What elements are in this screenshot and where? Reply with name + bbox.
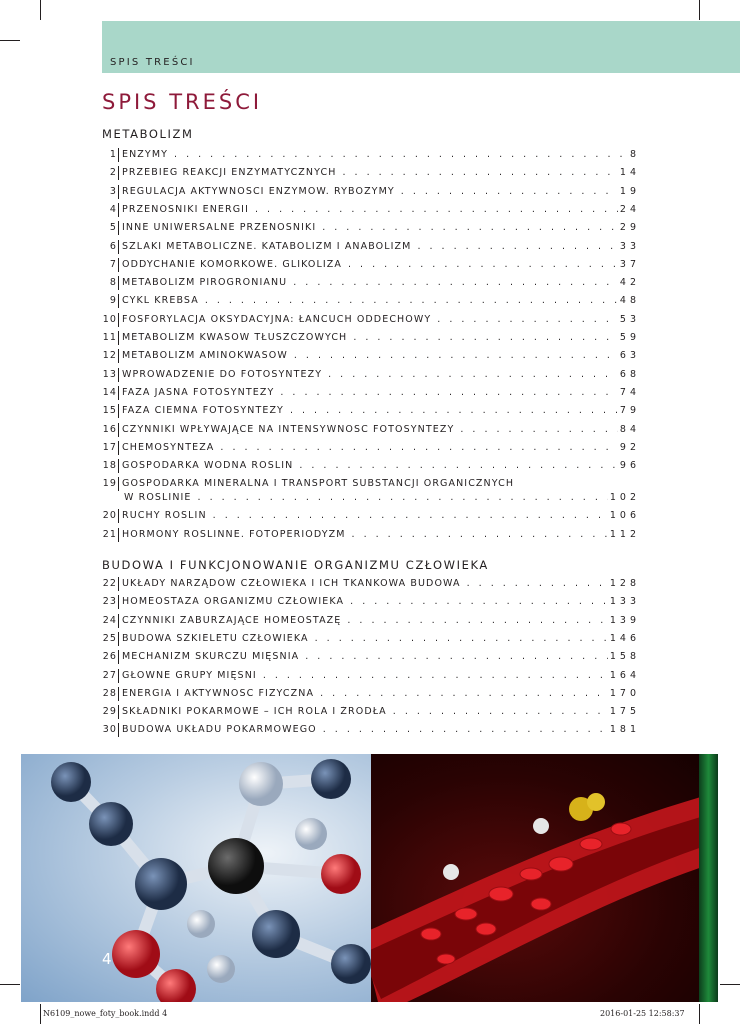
toc-entry-divider bbox=[118, 240, 119, 254]
toc-leader-dots bbox=[346, 529, 608, 541]
section-title-metabolizm: METABOLIZM bbox=[102, 127, 194, 141]
toc-entry-title: GŁÓWNE GRUPY MIĘŚNI bbox=[122, 669, 257, 681]
toc-entry-title: FAZA CIEMNA FOTOSYNTEZY bbox=[122, 405, 284, 417]
toc-leader-dots bbox=[284, 405, 618, 417]
toc-entry-divider bbox=[118, 386, 119, 400]
toc-entry-title: ENZYMY bbox=[122, 149, 169, 160]
toc-entry-divider bbox=[118, 166, 119, 180]
toc-entry-divider bbox=[118, 203, 119, 217]
crop-mark bbox=[720, 984, 740, 985]
toc-entry-page: 139 bbox=[609, 614, 640, 626]
crop-mark bbox=[40, 1004, 41, 1024]
toc-entry-divider bbox=[118, 294, 119, 308]
toc-entry-page: 8 bbox=[629, 149, 640, 160]
toc-entry-title: SKŁADNIKI POKARMOWE – ICH ROLA I ŹRÓDŁA bbox=[122, 706, 387, 718]
toc-entry-divider bbox=[118, 577, 119, 591]
toc-leader-dots bbox=[199, 295, 618, 307]
toc-entry-divider bbox=[118, 368, 119, 382]
toc-leader-dots bbox=[344, 596, 608, 608]
crop-mark bbox=[0, 984, 20, 985]
toc-entry-divider bbox=[118, 313, 119, 327]
toc-entry-number: 28 bbox=[102, 687, 117, 699]
toc-entry-divider bbox=[118, 221, 119, 235]
toc-entry-page: 42 bbox=[619, 277, 640, 289]
molecule-illustration bbox=[21, 754, 371, 1002]
toc-leader-dots bbox=[293, 460, 618, 472]
toc-leader-dots bbox=[347, 332, 618, 344]
toc-entry-divider bbox=[118, 632, 119, 646]
toc-entry-title: WPROWADZENIE DO FOTOSYNTEZY bbox=[122, 368, 323, 380]
toc-entry-title: METABOLIZM AMINOKWASÓW bbox=[122, 350, 288, 362]
running-header: SPIS TREŚCI bbox=[110, 57, 195, 68]
toc-entry-divider bbox=[118, 650, 119, 664]
toc-entry-page: 133 bbox=[609, 596, 640, 608]
toc-entry-divider bbox=[118, 723, 119, 737]
toc-leader-dots bbox=[341, 615, 607, 627]
toc-entry-title: RUCHY ROŚLIN bbox=[122, 510, 207, 522]
footer-timestamp: 2016-01-25 12:58:37 bbox=[600, 1009, 685, 1018]
toc-entry-divider bbox=[118, 687, 119, 701]
toc-entry-divider bbox=[118, 509, 119, 523]
toc-entry-title-continued: W ROŚLINIE bbox=[124, 492, 192, 504]
toc-entry-divider bbox=[118, 331, 119, 345]
toc-entry-page: 33 bbox=[619, 240, 640, 252]
toc-leader-dots bbox=[168, 149, 628, 161]
toc-entry-title: HORMONY ROŚLINNE. FOTOPERIODYZM bbox=[122, 528, 346, 540]
toc-entry-page: 112 bbox=[609, 528, 640, 540]
toc-entry-number: 22 bbox=[102, 578, 117, 589]
toc-entry-number: 17 bbox=[102, 441, 117, 453]
toc-entry-title: REGULACJA AKTYWNOŚCI ENZYMÓW. RYBOZYMY bbox=[122, 185, 395, 197]
toc-entry-number: 9 bbox=[109, 295, 117, 307]
toc-entry-number: 27 bbox=[102, 669, 117, 681]
toc-entry-page: 19 bbox=[619, 185, 640, 197]
toc-entry-page: 79 bbox=[619, 405, 640, 417]
header-bar bbox=[102, 21, 740, 73]
toc-entry-number: 6 bbox=[109, 240, 117, 252]
toc-leader-dots bbox=[314, 688, 608, 700]
toc-leader-dots bbox=[431, 314, 618, 326]
toc-entry-number: 20 bbox=[102, 510, 117, 522]
toc-entry-number: 29 bbox=[102, 706, 117, 718]
toc-entry-number: 26 bbox=[102, 651, 117, 663]
toc-entry-title: CZYNNIKI ZABURZAJĄCE HOMEOSTAZĘ bbox=[122, 614, 342, 626]
toc-entry-number: 21 bbox=[102, 528, 117, 540]
toc-entry-page: 48 bbox=[619, 295, 640, 307]
toc-leader-dots bbox=[214, 442, 618, 454]
toc-entry-number: 10 bbox=[102, 313, 117, 325]
toc-entry-page: 29 bbox=[619, 222, 640, 234]
toc-entry-page: 158 bbox=[609, 651, 640, 663]
toc-entry-number: 13 bbox=[102, 368, 117, 380]
toc-leader-dots bbox=[257, 670, 608, 682]
toc-entry-divider bbox=[118, 528, 119, 542]
section-title-budowa-czlowieka: BUDOWA I FUNKCJONOWANIE ORGANIZMU CZŁOWIEKA bbox=[102, 558, 489, 572]
toc-leader-dots bbox=[387, 706, 608, 718]
toc-leader-dots bbox=[454, 424, 618, 436]
toc-entry-title: ODDYCHANIE KOMÓRKOWE. GLIKOLIZA bbox=[122, 258, 343, 270]
toc-entry-page: 92 bbox=[619, 441, 640, 453]
toc-entry-divider bbox=[118, 148, 119, 162]
blood-vessel-image bbox=[371, 754, 699, 1002]
green-edge-image bbox=[699, 754, 718, 1002]
toc-entry-number: 4 bbox=[109, 203, 117, 215]
crop-mark bbox=[40, 0, 41, 20]
toc-entry-page: 175 bbox=[609, 706, 640, 718]
toc-leader-dots bbox=[317, 724, 608, 736]
toc-entry-number: 24 bbox=[102, 614, 117, 626]
toc-entry-page: 53 bbox=[619, 313, 640, 325]
toc-entry-number: 3 bbox=[109, 185, 117, 197]
toc-entry-page: 146 bbox=[609, 632, 640, 644]
page-number: 4 bbox=[102, 950, 112, 968]
toc-entry-divider bbox=[118, 258, 119, 272]
toc-entry-number: 5 bbox=[109, 222, 117, 234]
toc-entry-title: FOSFORYLACJA OKSYDACYJNA: ŁAŃCUCH ODDECHOWY bbox=[122, 313, 432, 325]
molecule-model-image bbox=[21, 754, 371, 1002]
crop-mark bbox=[699, 0, 700, 20]
toc-entry-page: 68 bbox=[619, 368, 640, 380]
toc-entry-divider bbox=[118, 349, 119, 363]
toc-entry-divider bbox=[118, 669, 119, 683]
toc-entry-number: 8 bbox=[109, 277, 117, 289]
toc-leader-dots bbox=[309, 633, 608, 645]
toc-entry-page: 59 bbox=[619, 332, 640, 343]
toc-entry-number: 7 bbox=[109, 258, 117, 270]
toc-entry-title: MECHANIZM SKURCZU MIĘŚNIA bbox=[122, 651, 300, 663]
toc-entry-number: 18 bbox=[102, 460, 117, 472]
crop-mark bbox=[699, 1004, 700, 1024]
toc-leader-dots bbox=[299, 651, 608, 663]
toc-entry-page: 128 bbox=[609, 578, 640, 589]
toc-entry-page: 102 bbox=[609, 492, 640, 504]
toc-entry-divider bbox=[118, 705, 119, 719]
toc-leader-dots bbox=[411, 241, 617, 253]
toc-entry-divider bbox=[118, 441, 119, 455]
toc-entry-number: 16 bbox=[102, 423, 117, 435]
toc-entry-page: 37 bbox=[619, 258, 640, 270]
toc-entry-page: 84 bbox=[619, 423, 640, 435]
toc-entry-title: ENERGIA I AKTYWNOŚĆ FIZYCZNA bbox=[122, 687, 315, 699]
toc-entry-title: BUDOWA SZKIELETU CZŁOWIEKA bbox=[122, 632, 309, 644]
toc-leader-dots bbox=[287, 277, 618, 289]
toc-entry-title: GOSPODARKA MINERALNA I TRANSPORT SUBSTANCJI ORGANICZNYCH bbox=[122, 478, 515, 490]
toc-entry-page: 63 bbox=[619, 350, 640, 362]
toc-entry-title: METABOLIZM PIROGRONIANU bbox=[122, 277, 288, 289]
toc-leader-dots bbox=[395, 186, 618, 198]
toc-leader-dots bbox=[316, 222, 618, 234]
toc-entry-page: 164 bbox=[609, 669, 640, 681]
toc-entry-number: 23 bbox=[102, 596, 117, 608]
toc-entry-title: CHEMOSYNTEZA bbox=[122, 441, 215, 453]
toc-entry-divider bbox=[118, 459, 119, 473]
toc-entry-number: 1 bbox=[109, 149, 117, 160]
toc-leader-dots bbox=[249, 204, 618, 216]
toc-entry-divider bbox=[118, 276, 119, 290]
toc-entry-page: 14 bbox=[619, 167, 640, 179]
toc-entry-title: CZYNNIKI WPŁYWAJĄCE NA INTENSYWNOŚĆ FOTOSYNTEZY bbox=[122, 423, 455, 435]
crop-mark bbox=[0, 40, 20, 41]
toc-entry-page: 170 bbox=[609, 687, 640, 699]
toc-entry-number: 15 bbox=[102, 405, 117, 417]
toc-leader-dots bbox=[461, 578, 608, 590]
toc-leader-dots bbox=[322, 369, 618, 381]
toc-entry-title: CYKL KREBSA bbox=[122, 295, 199, 307]
toc-entry-number: 12 bbox=[102, 350, 117, 362]
toc-entry-number: 14 bbox=[102, 386, 117, 398]
blood-vessel-illustration bbox=[371, 754, 699, 1002]
toc-entry-number: 2 bbox=[109, 167, 117, 179]
toc-entry-divider bbox=[118, 423, 119, 437]
toc-entry-title: BUDOWA UKŁADU POKARMOWEGO bbox=[122, 724, 317, 736]
toc-entry-divider bbox=[118, 595, 119, 609]
footer-file: N6109_nowe_foty_book.indd 4 bbox=[43, 1009, 168, 1018]
toc-leader-dots bbox=[192, 492, 608, 504]
toc-entry-number: 30 bbox=[102, 724, 117, 736]
toc-entry-page: 74 bbox=[619, 386, 640, 398]
toc-leader-dots bbox=[288, 350, 618, 362]
toc-entry-title: PRZEBIEG REAKCJI ENZYMATYCZNYCH bbox=[122, 167, 337, 179]
toc-entry-title: METABOLIZM KWASÓW TŁUSZCZOWYCH bbox=[122, 332, 348, 343]
toc-entry-number: 11 bbox=[102, 332, 117, 343]
toc-entry-title: FAZA JASNA FOTOSYNTEZY bbox=[122, 386, 275, 398]
toc-entry-divider bbox=[118, 404, 119, 418]
toc-entry-page: 24 bbox=[619, 203, 640, 215]
toc-leader-dots bbox=[274, 387, 618, 399]
toc-entry-number: 25 bbox=[102, 632, 117, 644]
toc-leader-dots bbox=[207, 510, 608, 522]
toc-entry-page: 96 bbox=[619, 460, 640, 472]
toc-entry-number: 19 bbox=[102, 478, 117, 490]
toc-leader-dots bbox=[336, 167, 617, 179]
toc-entry-page: 106 bbox=[609, 510, 640, 522]
toc-entry-title: PRZENOŚNIKI ENERGII bbox=[122, 203, 249, 215]
toc-entry-title: INNE UNIWERSALNE PRZENOŚNIKI bbox=[122, 222, 317, 234]
toc-entry-title: GOSPODARKA WODNA ROŚLIN bbox=[122, 460, 294, 472]
toc-entry-divider bbox=[118, 614, 119, 628]
toc-entry-title: HOMEOSTAZA ORGANIZMU CZŁOWIEKA bbox=[122, 596, 345, 608]
toc-entry-title: SZLAKI METABOLICZNE. KATABOLIZM I ANABOLIZM bbox=[122, 240, 412, 252]
toc-entry-page: 181 bbox=[609, 724, 640, 736]
page-title: SPIS TREŚCI bbox=[102, 90, 263, 114]
toc-entry-divider bbox=[118, 185, 119, 199]
toc-leader-dots bbox=[342, 259, 618, 271]
toc-entry-title: UKŁADY NARZĄDÓW CZŁOWIEKA I ICH TKANKOWA BUDOWA bbox=[122, 578, 461, 589]
toc-entry-divider bbox=[118, 477, 119, 491]
